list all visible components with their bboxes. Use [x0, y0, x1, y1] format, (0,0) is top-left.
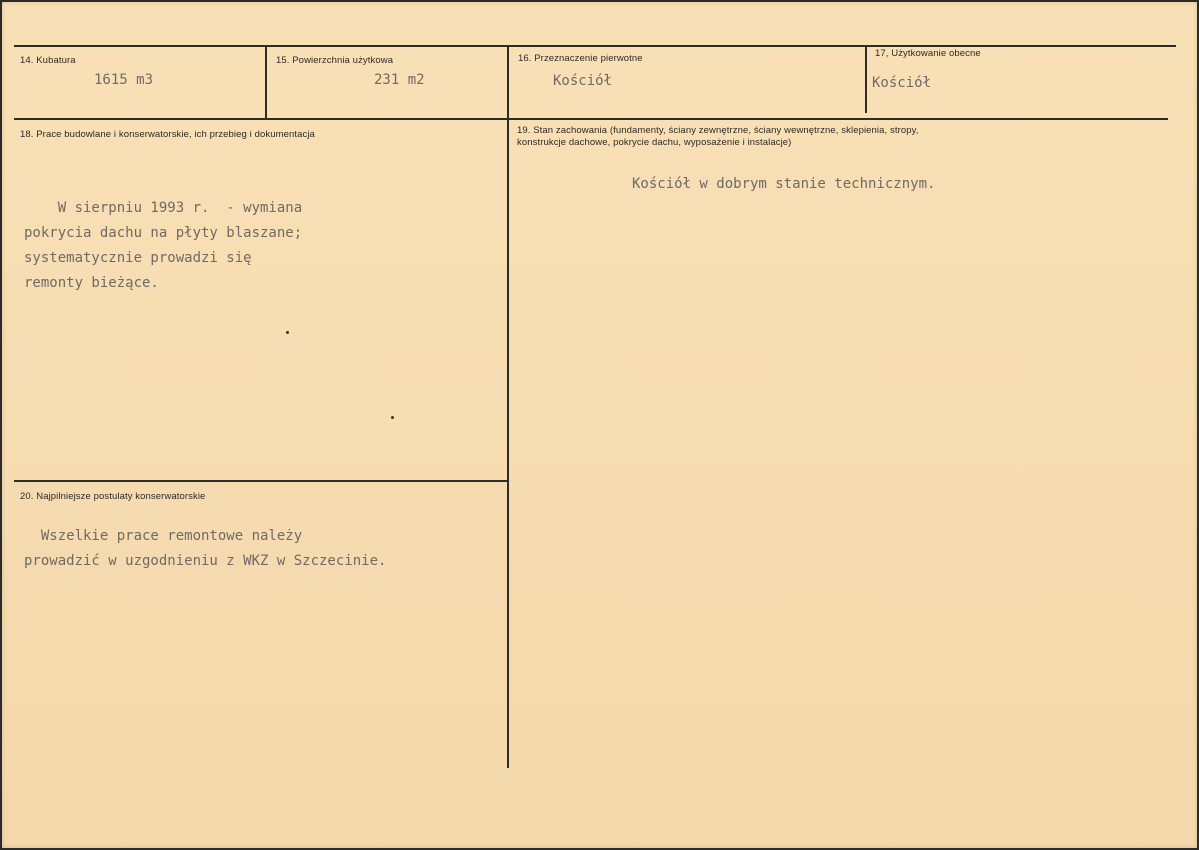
- uzytkowanie-label: 17, Użytkowanie obecne: [875, 48, 981, 59]
- prace-label: 18. Prace budowlane i konserwatorskie, ich przebieg i dokumentacja: [20, 129, 315, 140]
- paper-speck: [391, 416, 394, 419]
- przeznaczenie-label: 16. Przeznaczenie pierwotne: [518, 53, 643, 64]
- kubatura-value: 1615 m3: [94, 72, 154, 88]
- main-column-divider: [507, 118, 509, 768]
- stan-value: Kościół w dobrym stanie technicznym.: [632, 176, 936, 192]
- stan-label-line1: 19. Stan zachowania (fundamenty, ściany zewnętrzne, ściany wewnętrzne, sklepienia, stropy,: [517, 125, 919, 136]
- prace-line: W sierpniu 1993 r. - wymiana: [24, 200, 303, 216]
- uzytkowanie-value: Kościół: [872, 75, 932, 91]
- powierzchnia-value: 231 m2: [374, 72, 425, 88]
- divider-15-16: [507, 45, 509, 119]
- prace-line: pokrycia dachu na płyty blaszane;: [24, 225, 303, 241]
- paper-speck: [286, 331, 289, 334]
- postulaty-line: Wszelkie prace remontowe należy: [24, 528, 303, 544]
- divider-14-15: [265, 45, 267, 119]
- postulaty-label: 20. Najpilniejsze postulaty konserwatorskie: [20, 491, 206, 502]
- top-rule: [14, 45, 1176, 47]
- divider-16-17: [865, 45, 867, 113]
- prace-line: remonty bieżące.: [24, 275, 159, 291]
- section-18-20-rule: [14, 480, 508, 482]
- kubatura-label: 14. Kubatura: [20, 55, 76, 66]
- prace-line: systematycznie prowadzi się: [24, 250, 252, 266]
- powierzchnia-label: 15. Powierzchnia użytkowa: [276, 55, 394, 66]
- stan-label-line2: konstrukcje dachowe, pokrycie dachu, wyposażenie i instalacje): [517, 137, 792, 148]
- przeznaczenie-value: Kościół: [553, 73, 613, 89]
- row1-bottom-rule: [14, 118, 1168, 120]
- postulaty-line: prowadzić w uzgodnieniu z WKZ w Szczecinie.: [24, 553, 387, 569]
